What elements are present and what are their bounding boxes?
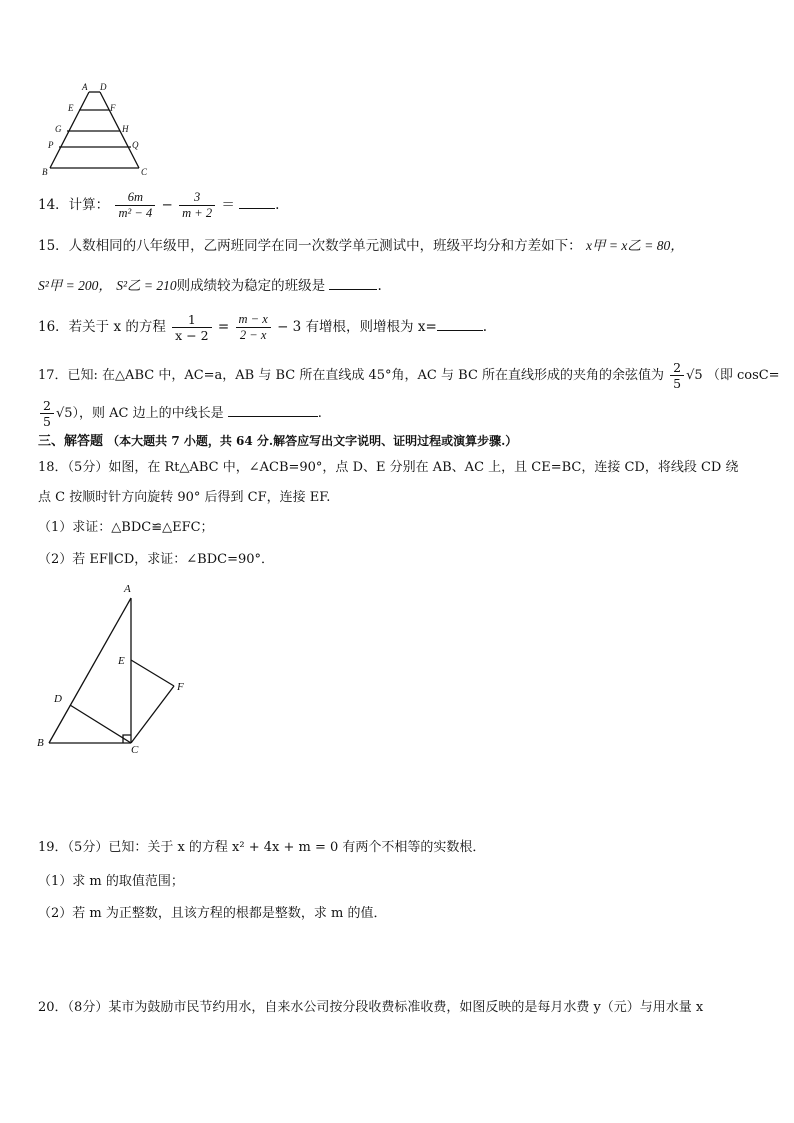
label-D: D — [100, 82, 107, 92]
question-18: 18．（5分）如图，在 Rt△ABC 中，∠ACB=90°，点 D、E 分别在 AB、AC 上，且 CE=BC，连接 CD，将线段 CD 绕 — [38, 460, 739, 475]
q15-mean: x甲 = x乙 = 80， — [585, 238, 684, 253]
q15-variance-b: S²乙 = 210 — [116, 278, 177, 293]
question-20: 20．（8分）某市为鼓励市民节约用水，自来水公司按分段收费标准收费，如图反映的是每月水费 y（元）与用水量 x — [38, 1000, 704, 1015]
q15-answer-blank[interactable] — [329, 277, 377, 290]
question-19-part1: （1）求 m 的取值范围； — [38, 874, 184, 889]
question-18-part1: （1）求证：△BDC≌△EFC； — [38, 520, 214, 535]
q17-fraction: $\frac{2}{5}$ — [670, 360, 684, 391]
label-D: D — [54, 693, 62, 705]
question-17-line2: $\frac{2}{5}$ √5），则 AC 边上的中线长是 . — [38, 398, 322, 429]
question-18-line2: 点 C 按顺时针方向旋转 90° 后得到 CF，连接 EF. — [38, 490, 331, 505]
section-3-heading — [38, 431, 517, 452]
label-F: F — [110, 103, 116, 113]
label-H: H — [122, 124, 129, 134]
q15-variance-a: S²甲 = 200， — [38, 278, 112, 293]
question-14: 14．计算： $\frac{6m}{\text{m² − 4}}$ − $\frac{3}{m + 2}$ ＝ . — [38, 190, 280, 220]
trapezoid-figure — [38, 80, 158, 178]
q14-fraction-2: $\frac{3}{m + 2}$ — [179, 190, 215, 221]
label-C: C — [141, 167, 148, 177]
label-G: G — [55, 124, 62, 134]
label-B: B — [42, 167, 48, 177]
question-17: 17．已知: 在△ABC 中，AC=a，AB 与 BC 所在直线成 45°角，AC 与 BC 所在直线形成的夹角的余弦值为 $\frac{2}{5}$ √5 （即 cosC= — [38, 360, 780, 391]
label-Q: Q — [132, 140, 139, 150]
question-18-part2: （2）若 EF∥CD，求证：∠BDC=90°． — [38, 552, 275, 567]
q17-answer-blank[interactable] — [228, 404, 318, 417]
triangle-figure — [34, 578, 204, 758]
label-E: E — [68, 103, 74, 113]
label-A: A — [124, 583, 131, 595]
q17-fraction-2: $\frac{2}{5}$ — [40, 398, 54, 429]
q16-answer-blank[interactable] — [437, 318, 483, 331]
label-A: A — [82, 82, 88, 92]
q16-fraction-2: $\frac{m - x}{2 - x}$ — [236, 312, 271, 343]
section-note: （本大题共 7 小题，共 64 分.解答应写出文字说明、证明过程或演算步骤.） — [107, 434, 518, 448]
question-15: 15．人数相同的八年级甲，乙两班同学在同一次数学单元测试中，班级平均分和方差如下： x甲 = x乙 = 80， — [38, 238, 684, 254]
label-P: P — [48, 140, 54, 150]
label-F: F — [177, 681, 184, 693]
label-B: B — [37, 737, 44, 749]
question-19: 19．（5分）已知：关于 x 的方程 x² + 4x + m = 0 有两个不相等的实数根． — [38, 840, 486, 855]
q14-answer-blank[interactable] — [239, 196, 275, 209]
label-C: C — [131, 744, 139, 756]
question-19-part2: （2）若 m 为正整数，且该方程的根都是整数，求 m 的值． — [38, 906, 387, 921]
section-title: 三、解答题 — [38, 434, 104, 449]
question-15-line2: S²甲 = 200， S²乙 = 210则成绩较为稳定的班级是 . — [38, 278, 382, 294]
label-E: E — [118, 655, 125, 667]
q16-fraction-1: $\frac{1}{x - 2}$ — [172, 312, 211, 343]
question-16: 16．若关于 x 的方程 $\frac{1}{x - 2}$ = $\frac{m - x}{2 - x}$ − 3 有增根，则增根为 x= . — [38, 312, 488, 343]
q14-fraction-1: $\frac{6m}{\text{m² − 4}}$ — [115, 190, 155, 221]
